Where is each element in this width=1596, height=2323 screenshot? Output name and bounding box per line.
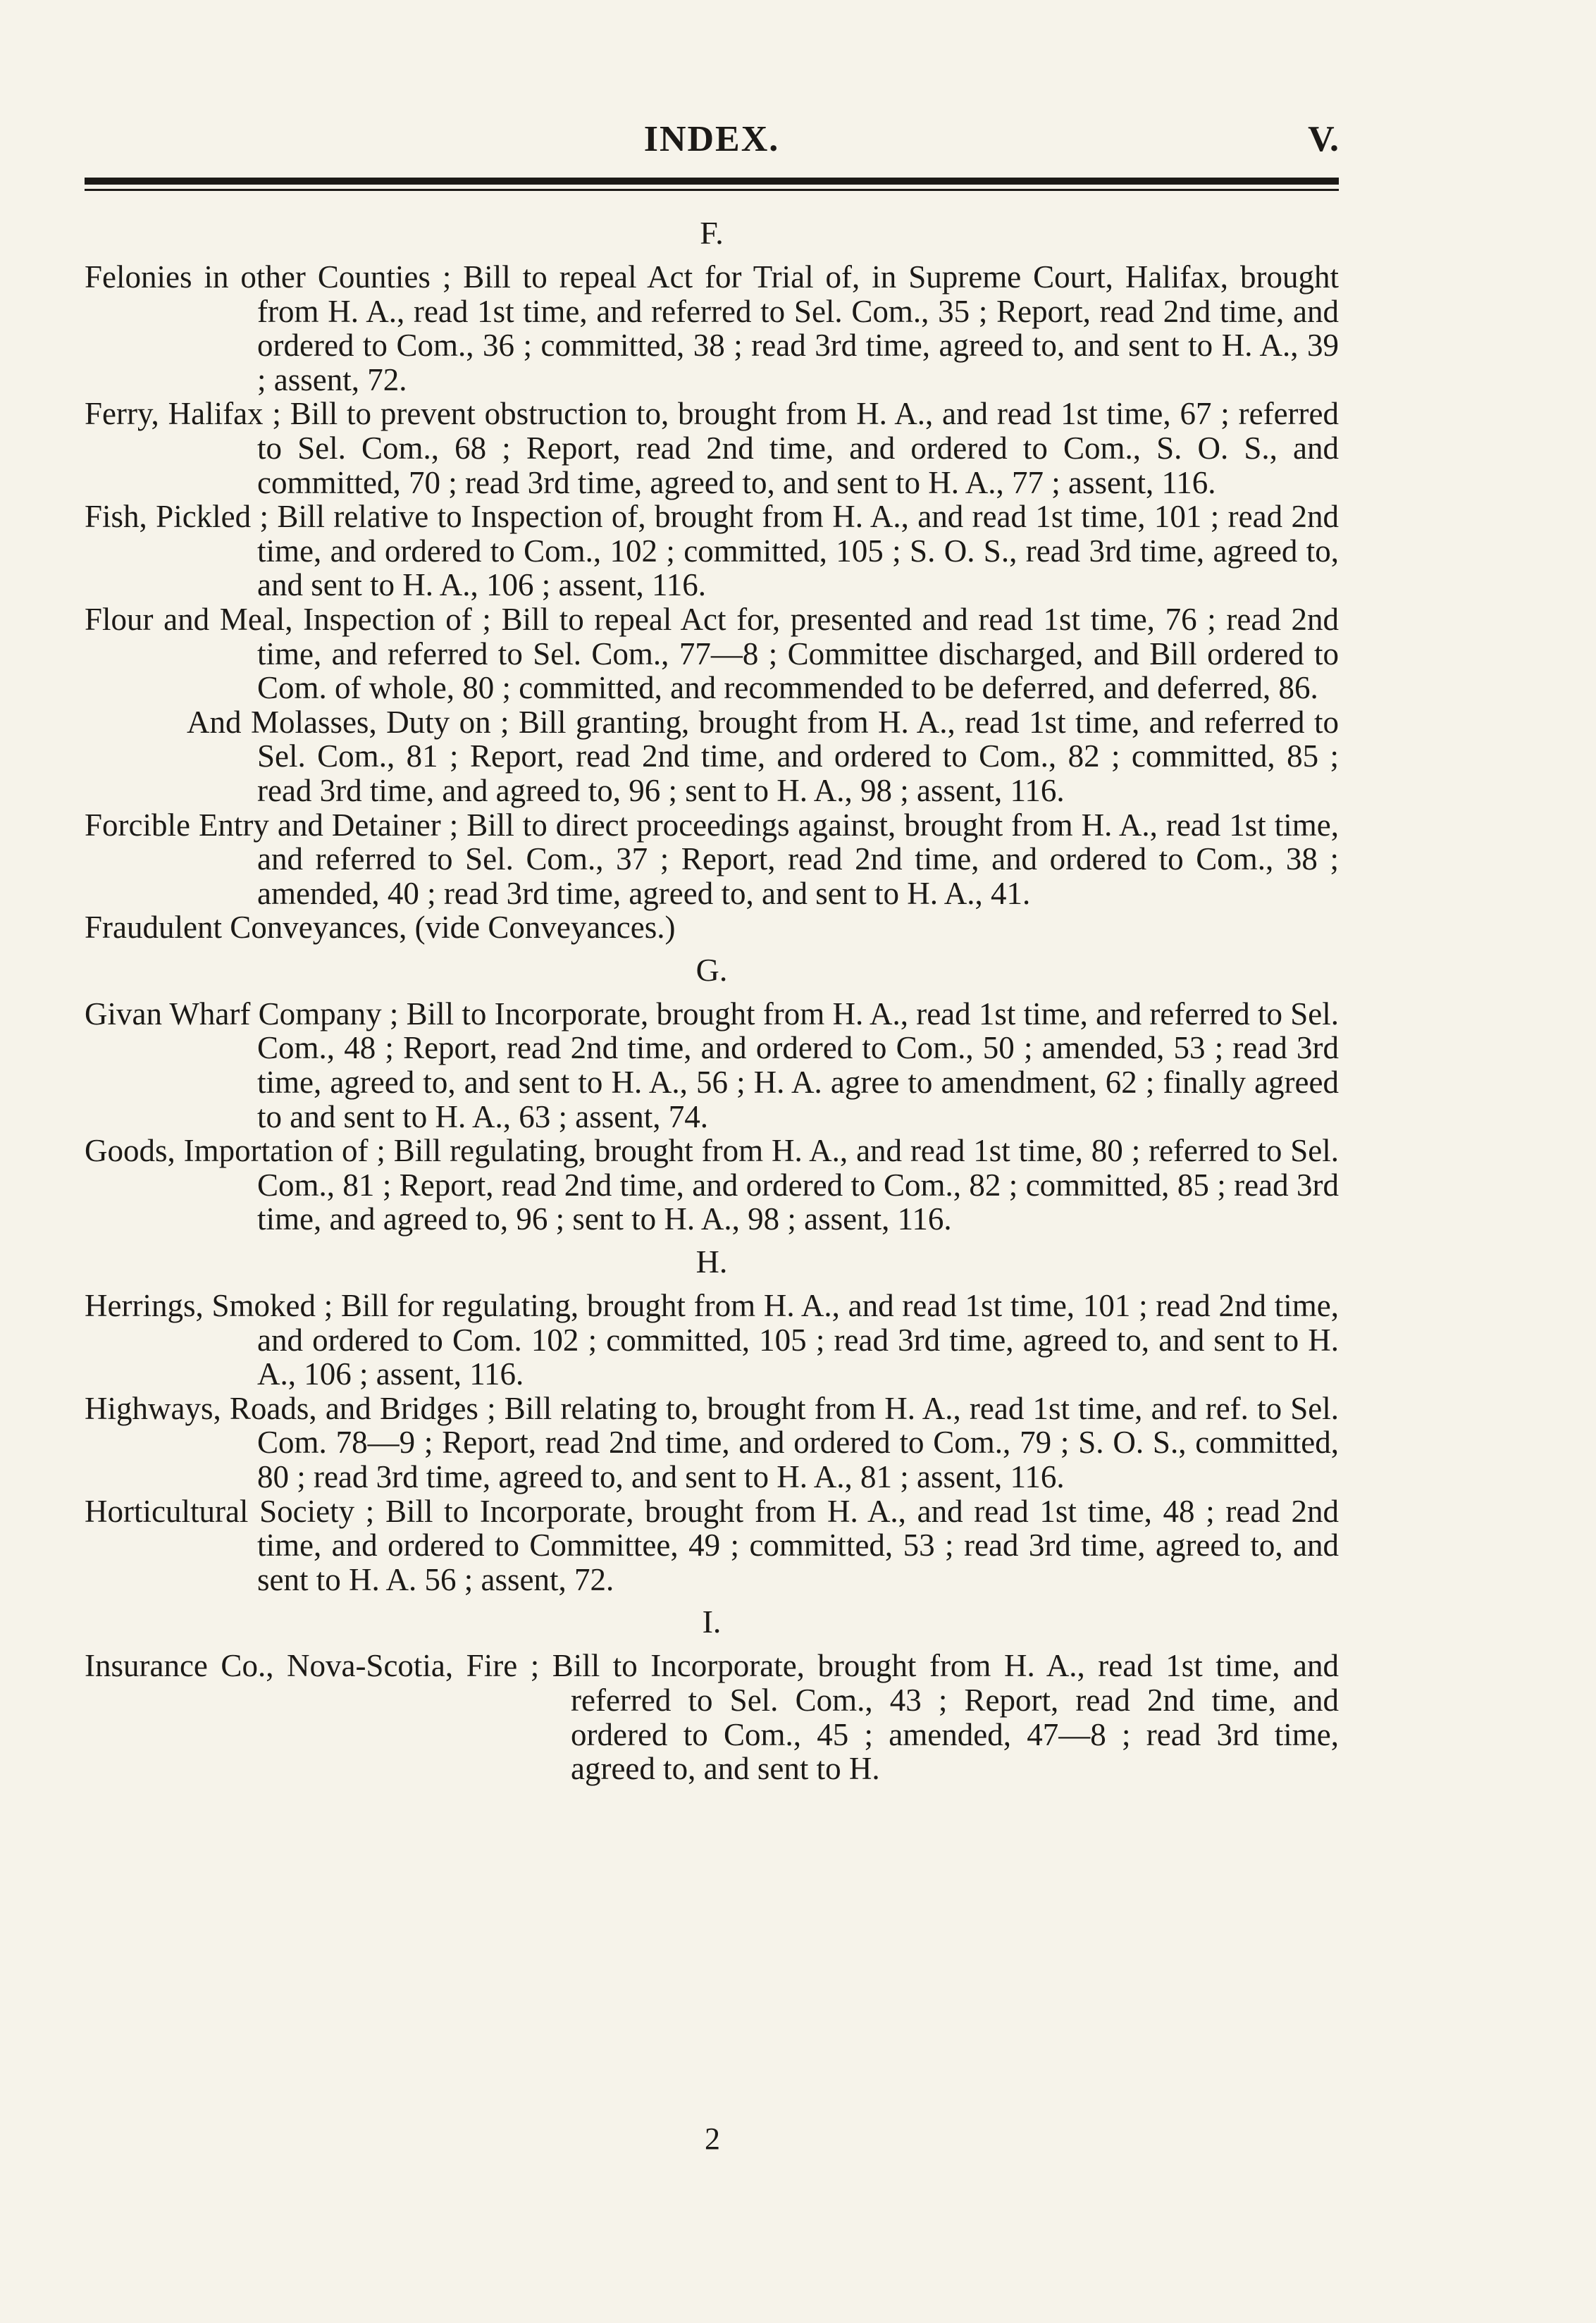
page-number: V. [1308,119,1339,159]
index-entry-insurance: Insurance Co., Nova-Scotia, Fire ; Bill to Incorporate, brought from H. A., read 1st time, and referred to Sel. Com., 43 ; Report, read 2nd time, and ordered to Com., 45 ; amended, 47—8 ; read 3rd time, agreed to, and sent to H. [85,1648,1339,1787]
index-entry-fish: Fish, Pickled ; Bill relative to Inspection of, brought from H. A., and read 1st time, 101 ; read 2nd time, and ordered to Com., 102 ; committed, 105 ; S. O. S., read 3rd time, agreed to, and sent to H. A., 106 ; assent, 116. [85,499,1339,603]
index-subentry-molasses: And Molasses, Duty on ; Bill granting, brought from H. A., read 1st time, and referred to Sel. Com., 81 ; Report, read 2nd time, and ordered to Com., 82 ; committed, 85 ; read 3rd time, and agreed to, 96 ; sent to H. A., 98 ; assent, 116. [187,704,1339,808]
index-entry-horticultural: Horticultural Society ; Bill to Incorporate, brought from H. A., and read 1st time, 48 ; read 2nd time, and ordered to Committee, 49 ; committed, 53 ; read 3rd time, agreed to, and sent to H. A. 56 ; assent, 72. [85,1493,1339,1597]
index-body [85,208,1339,1786]
signature-mark: 2 [705,2121,720,2156]
index-entry-flour: Flour and Meal, Inspection of ; Bill to repeal Act for, presented and read 1st time, 76 ; read 2nd time, and referred to Sel. Com., 77—8 ; Committee discharged, and Bill ordered to Com. of whole, 80 ; committed, and recommended to be deferred, and deferred, 86. [85,601,1339,706]
index-entry-givan: Givan Wharf Company ; Bill to Incorporate, brought from H. A., read 1st time, and referred to Sel. Com., 48 ; Report, read 2nd time, and ordered to Com., 50 ; amended, 53 ; read 3rd time, agreed to, and sent to H. A., 56 ; H. A. agree to amendment, 62 ; finally agreed to and sent to H. A., 63 ; assent, 74. [85,996,1339,1134]
section-heading-g: G. [695,951,728,988]
index-entry-fraudulent: Fraudulent Conveyances, (vide Conveyances.) [85,910,676,946]
header-rule-thin [85,189,1339,191]
index-entry-felonies: Felonies in other Counties ; Bill to repeal Act for Trial of, in Supreme Court, Halifax, brought from H. A., read 1st time, and referred to Sel. Com., 35 ; Report, read 2nd time, and ordered to Com., 36 ; committed, 38 ; read 3rd time, agreed to, and sent to H. A., 39 ; assent, 72. [85,259,1339,397]
index-entry-ferry: Ferry, Halifax ; Bill to prevent obstruction to, brought from H. A., and read 1st time, 67 ; referred to Sel. Com., 68 ; Report, read 2nd time, and ordered to Com., S. O. S., and committed, 70 ; read 3rd time, agreed to, and sent to H. A., 77 ; assent, 116. [85,396,1339,500]
page-title: INDEX. [643,119,780,159]
index-entry-highways: Highways, Roads, and Bridges ; Bill relating to, brought from H. A., read 1st time, and ref. to Sel. Com. 78—9 ; Report, read 2nd time, and ordered to Com., 79 ; S. O. S., committed, 80 ; read 3rd time, agreed to, and sent to H. A., 81 ; assent, 116. [85,1390,1339,1494]
page-header [85,118,1339,168]
index-entry-herrings: Herrings, Smoked ; Bill for regulating, brought from H. A., and read 1st time, 101 ; read 2nd time, and ordered to Com. 102 ; committed, 105 ; read 3rd time, agreed to, and sent to H. A., 106 ; assent, 116. [85,1288,1339,1392]
section-heading-f: F. [700,215,724,251]
header-rule-thick [85,178,1339,185]
index-entry-forcible: Forcible Entry and Detainer ; Bill to direct proceedings against, brought from H. A., read 1st time, and referred to Sel. Com., 37 ; Report, read 2nd time, and ordered to Com., 38 ; amended, 40 ; read 3rd time, agreed to, and sent to H. A., 41. [85,807,1339,911]
section-heading-h: H. [695,1244,728,1280]
index-entry-goods: Goods, Importation of ; Bill regulating, brought from H. A., and read 1st time, 80 ; referred to Sel. Com., 81 ; Report, read 2nd time, and ordered to Com., 82 ; committed, 85 ; read 3rd time, and agreed to, 96 ; sent to H. A., 98 ; assent, 116. [85,1133,1339,1237]
section-heading-i: I. [702,1604,722,1640]
